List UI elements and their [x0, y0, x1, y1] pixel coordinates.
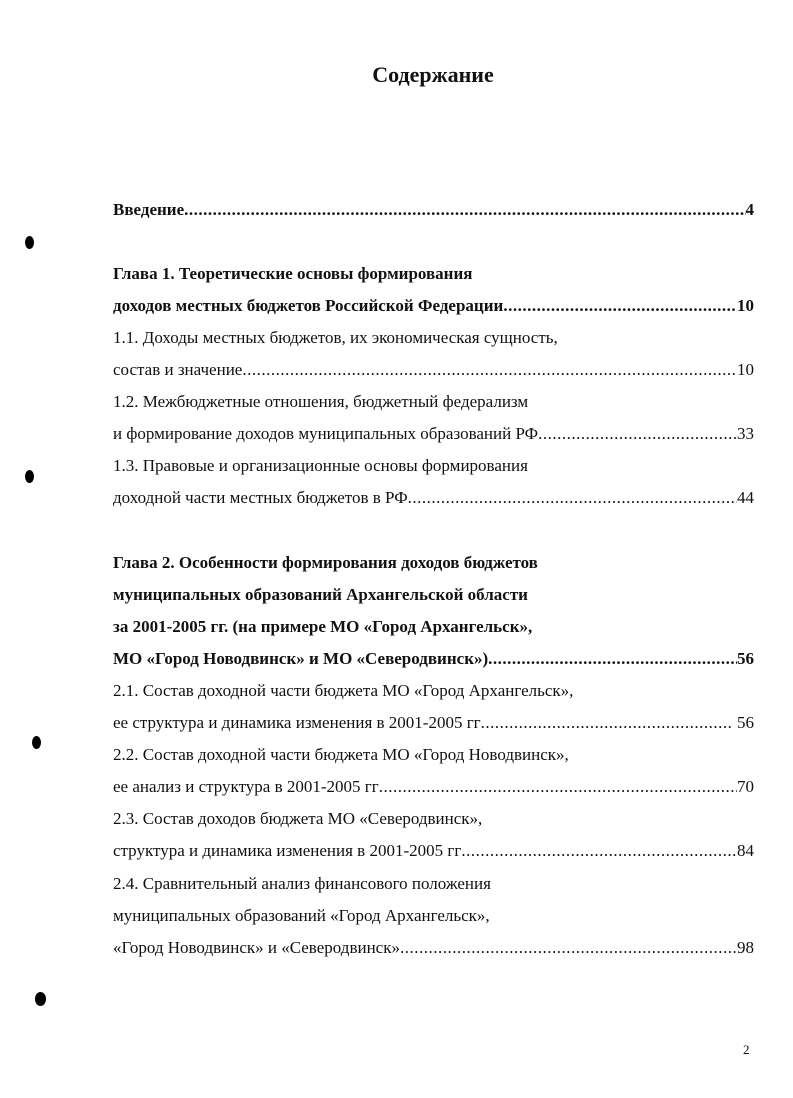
toc-entry-text: и формирование доходов муниципальных образований РФ [113, 424, 539, 443]
dot-leader [481, 711, 733, 735]
toc-heading-1-3: 1.3. Правовые и организационные основы формирования [113, 456, 528, 475]
toc-entry-page: 70 [737, 777, 754, 796]
toc-entry-text: доходов местных бюджетов Российской Федерации [113, 296, 504, 315]
toc-entry-1-2 [113, 422, 754, 446]
dot-leader [503, 294, 737, 318]
toc-entry-page: 44 [737, 488, 754, 507]
binder-hole-mark [25, 236, 34, 249]
binder-hole-mark [25, 470, 34, 483]
toc-entry-page: 56 [737, 649, 754, 668]
toc-entry-1-3 [113, 486, 754, 510]
toc-entry-text: «Город Новодвинск» и «Северодвинск» [113, 938, 400, 957]
toc-entry-page: 33 [737, 424, 754, 443]
toc-heading-2-4-line-1: 2.4. Сравнительный анализ финансового положения [113, 874, 491, 893]
toc-heading-chapter-1: Глава 1. Теоретические основы формирования [113, 264, 473, 283]
dot-leader [488, 647, 737, 671]
toc-entry-text: Введение [113, 200, 185, 219]
binder-hole-mark [35, 992, 46, 1006]
toc-entry-text: доходной части местных бюджетов в РФ [113, 488, 408, 507]
toc-entry-chapter-2 [113, 647, 754, 671]
toc-heading-chapter-2-line-1: Глава 2. Особенности формирования доходов бюджетов [113, 553, 538, 572]
toc-entry-text: состав и значение [113, 360, 243, 379]
dot-leader [538, 422, 737, 446]
toc-entry-chapter-1 [113, 294, 754, 318]
page-title: Содержание [372, 62, 494, 87]
dot-leader [461, 839, 737, 863]
toc-entry-page: 84 [737, 841, 754, 860]
toc-entry-text: МО «Город Новодвинск» и МО «Северодвинск») [113, 649, 489, 668]
page-number: 2 [743, 1042, 750, 1057]
toc-entry-1-1 [113, 358, 754, 382]
dot-leader [184, 198, 745, 222]
toc-heading-chapter-2-line-2: муниципальных образований Архангельской области [113, 585, 528, 604]
toc-entry-text: структура и динамика изменения в 2001-2005 гг [113, 841, 462, 860]
toc-entry-page: 10 [737, 296, 754, 315]
toc-heading-2-3: 2.3. Состав доходов бюджета МО «Северодвинск», [113, 809, 483, 828]
toc-entry-introduction [113, 198, 754, 222]
toc-entry-page: 4 [745, 200, 754, 219]
toc-entry-text: ее структура и динамика изменения в 2001-2005 гг [113, 713, 481, 732]
toc-entry-2-1 [113, 711, 754, 735]
binder-hole-mark [32, 736, 41, 749]
dot-leader [379, 775, 737, 799]
toc-entry-page: 10 [737, 360, 754, 379]
dot-leader [408, 486, 737, 510]
dot-leader [242, 358, 737, 382]
toc-heading-2-1: 2.1. Состав доходной части бюджета МО «Город Архангельск», [113, 681, 574, 700]
toc-entry-page: 98 [737, 938, 754, 957]
toc-entry-page: 56 [732, 713, 754, 732]
toc-heading-2-4-line-2: муниципальных образований «Город Архангельск», [113, 906, 490, 925]
toc-entry-2-4 [113, 936, 754, 960]
toc-heading-1-2: 1.2. Межбюджетные отношения, бюджетный федерализм [113, 392, 529, 411]
toc-heading-chapter-2-line-3: за 2001-2005 гг. (на примере МО «Город Архангельск», [113, 617, 533, 636]
dot-leader [400, 936, 737, 960]
toc-entry-2-2 [113, 775, 754, 799]
toc-heading-1-1: 1.1. Доходы местных бюджетов, их экономическая сущность, [113, 328, 558, 347]
toc-heading-2-2: 2.2. Состав доходной части бюджета МО «Город Новодвинск», [113, 745, 569, 764]
toc-entry-text: ее анализ и структура в 2001-2005 гг [113, 777, 379, 796]
toc-entry-2-3 [113, 839, 754, 863]
